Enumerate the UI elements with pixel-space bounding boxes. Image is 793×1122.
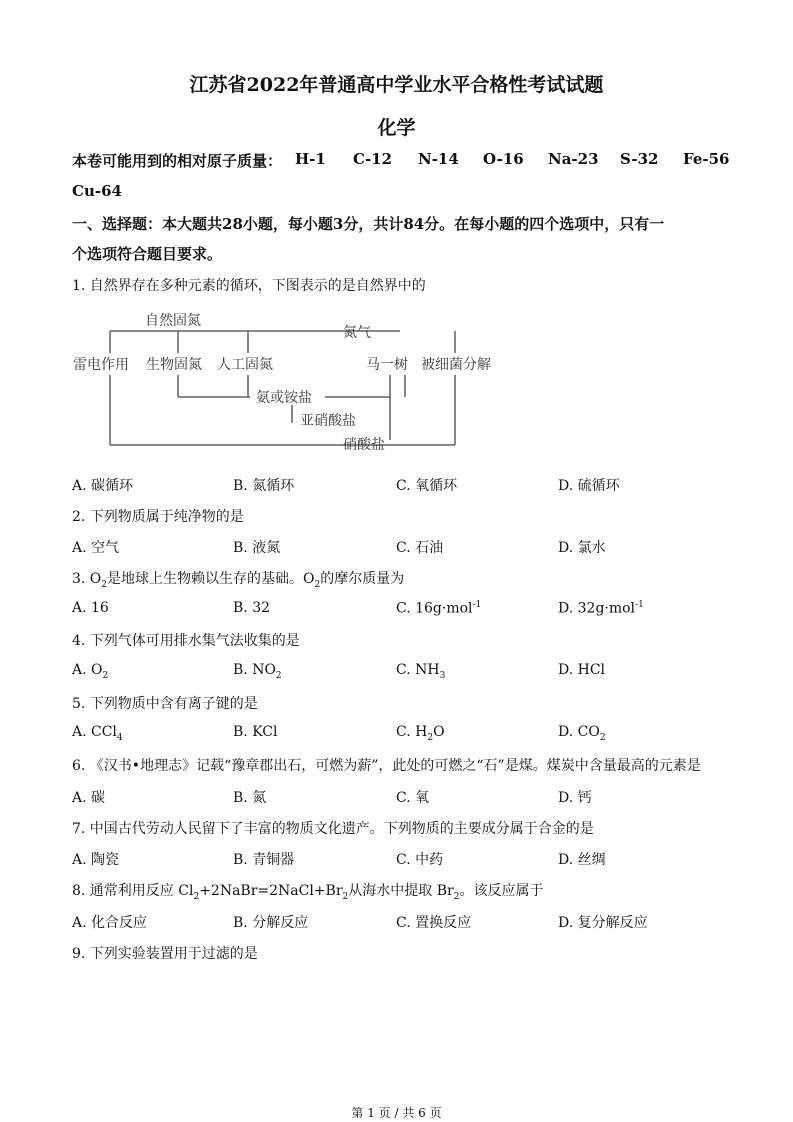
page-title: 江苏省2022年普通高中学业水平合格性考试试题 <box>189 74 604 96</box>
q7-option-b: B. 青铜器 <box>233 852 295 868</box>
q7-option-d: D. 丝绸 <box>558 852 606 868</box>
atomic-mass-o: O-16 <box>483 150 524 168</box>
atomic-mass-h: H-1 <box>295 150 326 168</box>
q5-option-d: D. $CO_2$ <box>558 724 606 743</box>
atomic-mass-label: 本卷可能用到的相对原子质量： <box>72 152 283 170</box>
question-6-stem: 6. 《汉书•地理志》记载“豫章郡出石，可燃为薪”，此处的可燃之“石”是煤。煤炭中含量最高的元素是 <box>72 758 701 774</box>
atomic-mass-cu: Cu-64 <box>72 182 122 200</box>
q6-option-a: A. 碳 <box>72 790 106 806</box>
label-natural-fixation: 自然固氮 <box>145 313 201 329</box>
q2-option-b: B. 液氮 <box>233 540 281 556</box>
q3-option-c: C. 16g·mol$^{-1}$ <box>396 600 482 617</box>
q6-option-c: C. 氧 <box>396 790 430 806</box>
q5-option-a: A. CCl$_4$ <box>72 724 123 743</box>
q6-option-d: D. 钙 <box>558 790 592 806</box>
label-bacteria: 被细菌分解 <box>421 357 491 373</box>
atomic-mass-fe: Fe-56 <box>683 150 730 168</box>
q1-option-d: D. 硫循环 <box>558 478 620 494</box>
q8-option-c: C. 置换反应 <box>396 915 472 931</box>
question-8-stem: 8. 通常利用反应 $Cl_2+2NaBr=2NaCl+Br_2$从海水中提取 $Br_2$。该反应属于 <box>72 883 544 902</box>
q2-option-a: A. 空气 <box>72 540 120 556</box>
nitrogen-cycle-diagram <box>70 305 510 455</box>
section-heading-line1: 一、选择题：本大题共28小题，每小题3分，共计84分。在每小题的四个选项中，只有一 <box>72 215 665 233</box>
q4-option-d: D. HCl <box>558 662 606 678</box>
question-3-stem: 3. $O_2$是地球上生物赖以生存的基础。$O_2$的摩尔质量为 <box>72 571 405 590</box>
label-artificial-fixation: 人工固氮 <box>217 357 273 373</box>
q5-option-c: C. $H_2O$ <box>396 724 445 743</box>
q8-option-d: D. 复分解反应 <box>558 915 648 931</box>
label-horse-tree: 马一树 <box>366 357 408 373</box>
question-4-stem: 4. 下列气体可用排水集气法收集的是 <box>72 633 300 649</box>
label-nitrate: 硝酸盐 <box>343 437 385 453</box>
atomic-mass-s: S-32 <box>620 150 659 168</box>
section-heading-line2: 个选项符合题目要求。 <box>72 245 223 263</box>
q5-option-b: B. KCl <box>233 724 278 740</box>
question-1-stem: 1. 自然界存在多种元素的循环，下图表示的是自然界中的 <box>72 278 426 294</box>
q2-option-c: C. 石油 <box>396 540 444 556</box>
atomic-mass-na: Na-23 <box>548 150 599 168</box>
question-7-stem: 7. 中国古代劳动人民留下了丰富的物质文化遗产。下列物质的主要成分属于合金的是 <box>72 821 594 837</box>
q3-option-d: D. 32g·mol$^{-1}$ <box>558 600 644 617</box>
q8-option-b: B. 分解反应 <box>233 915 309 931</box>
question-2-stem: 2. 下列物质属于纯净物的是 <box>72 509 244 525</box>
label-ammonia: 氨或铵盐 <box>256 390 312 406</box>
q4-option-c: C. $NH_3$ <box>396 662 446 681</box>
label-bio-fixation: 生物固氮 <box>146 357 202 373</box>
question-5-stem: 5. 下列物质中含有离子键的是 <box>72 696 258 712</box>
q1-option-b: B. 氮循环 <box>233 478 295 494</box>
q6-option-b: B. 氮 <box>233 790 267 806</box>
page-footer: 第 1 页 / 共 6 页 <box>351 1106 442 1120</box>
q4-option-b: B. $NO_2$ <box>233 662 282 681</box>
subject-title: 化学 <box>377 117 416 139</box>
q8-option-a: A. 化合反应 <box>72 915 148 931</box>
q1-option-c: C. 氧循环 <box>396 478 458 494</box>
q2-option-d: D. 氯水 <box>558 540 606 556</box>
q7-option-c: C. 中药 <box>396 852 444 868</box>
label-nitrogen-gas: 氮气 <box>343 325 371 341</box>
q3-option-b: B. 32 <box>233 600 271 616</box>
question-9-stem: 9. 下列实验装置用于过滤的是 <box>72 946 258 962</box>
label-lightning: 雷电作用 <box>73 357 129 373</box>
atomic-mass-c: C-12 <box>353 150 393 168</box>
q1-option-a: A. 碳循环 <box>72 478 134 494</box>
atomic-mass-n: N-14 <box>418 150 459 168</box>
q7-option-a: A. 陶瓷 <box>72 852 120 868</box>
label-nitrite: 亚硝酸盐 <box>300 413 356 429</box>
q4-option-a: A. $O_2$ <box>72 662 109 681</box>
q3-option-a: A. 16 <box>72 600 109 616</box>
